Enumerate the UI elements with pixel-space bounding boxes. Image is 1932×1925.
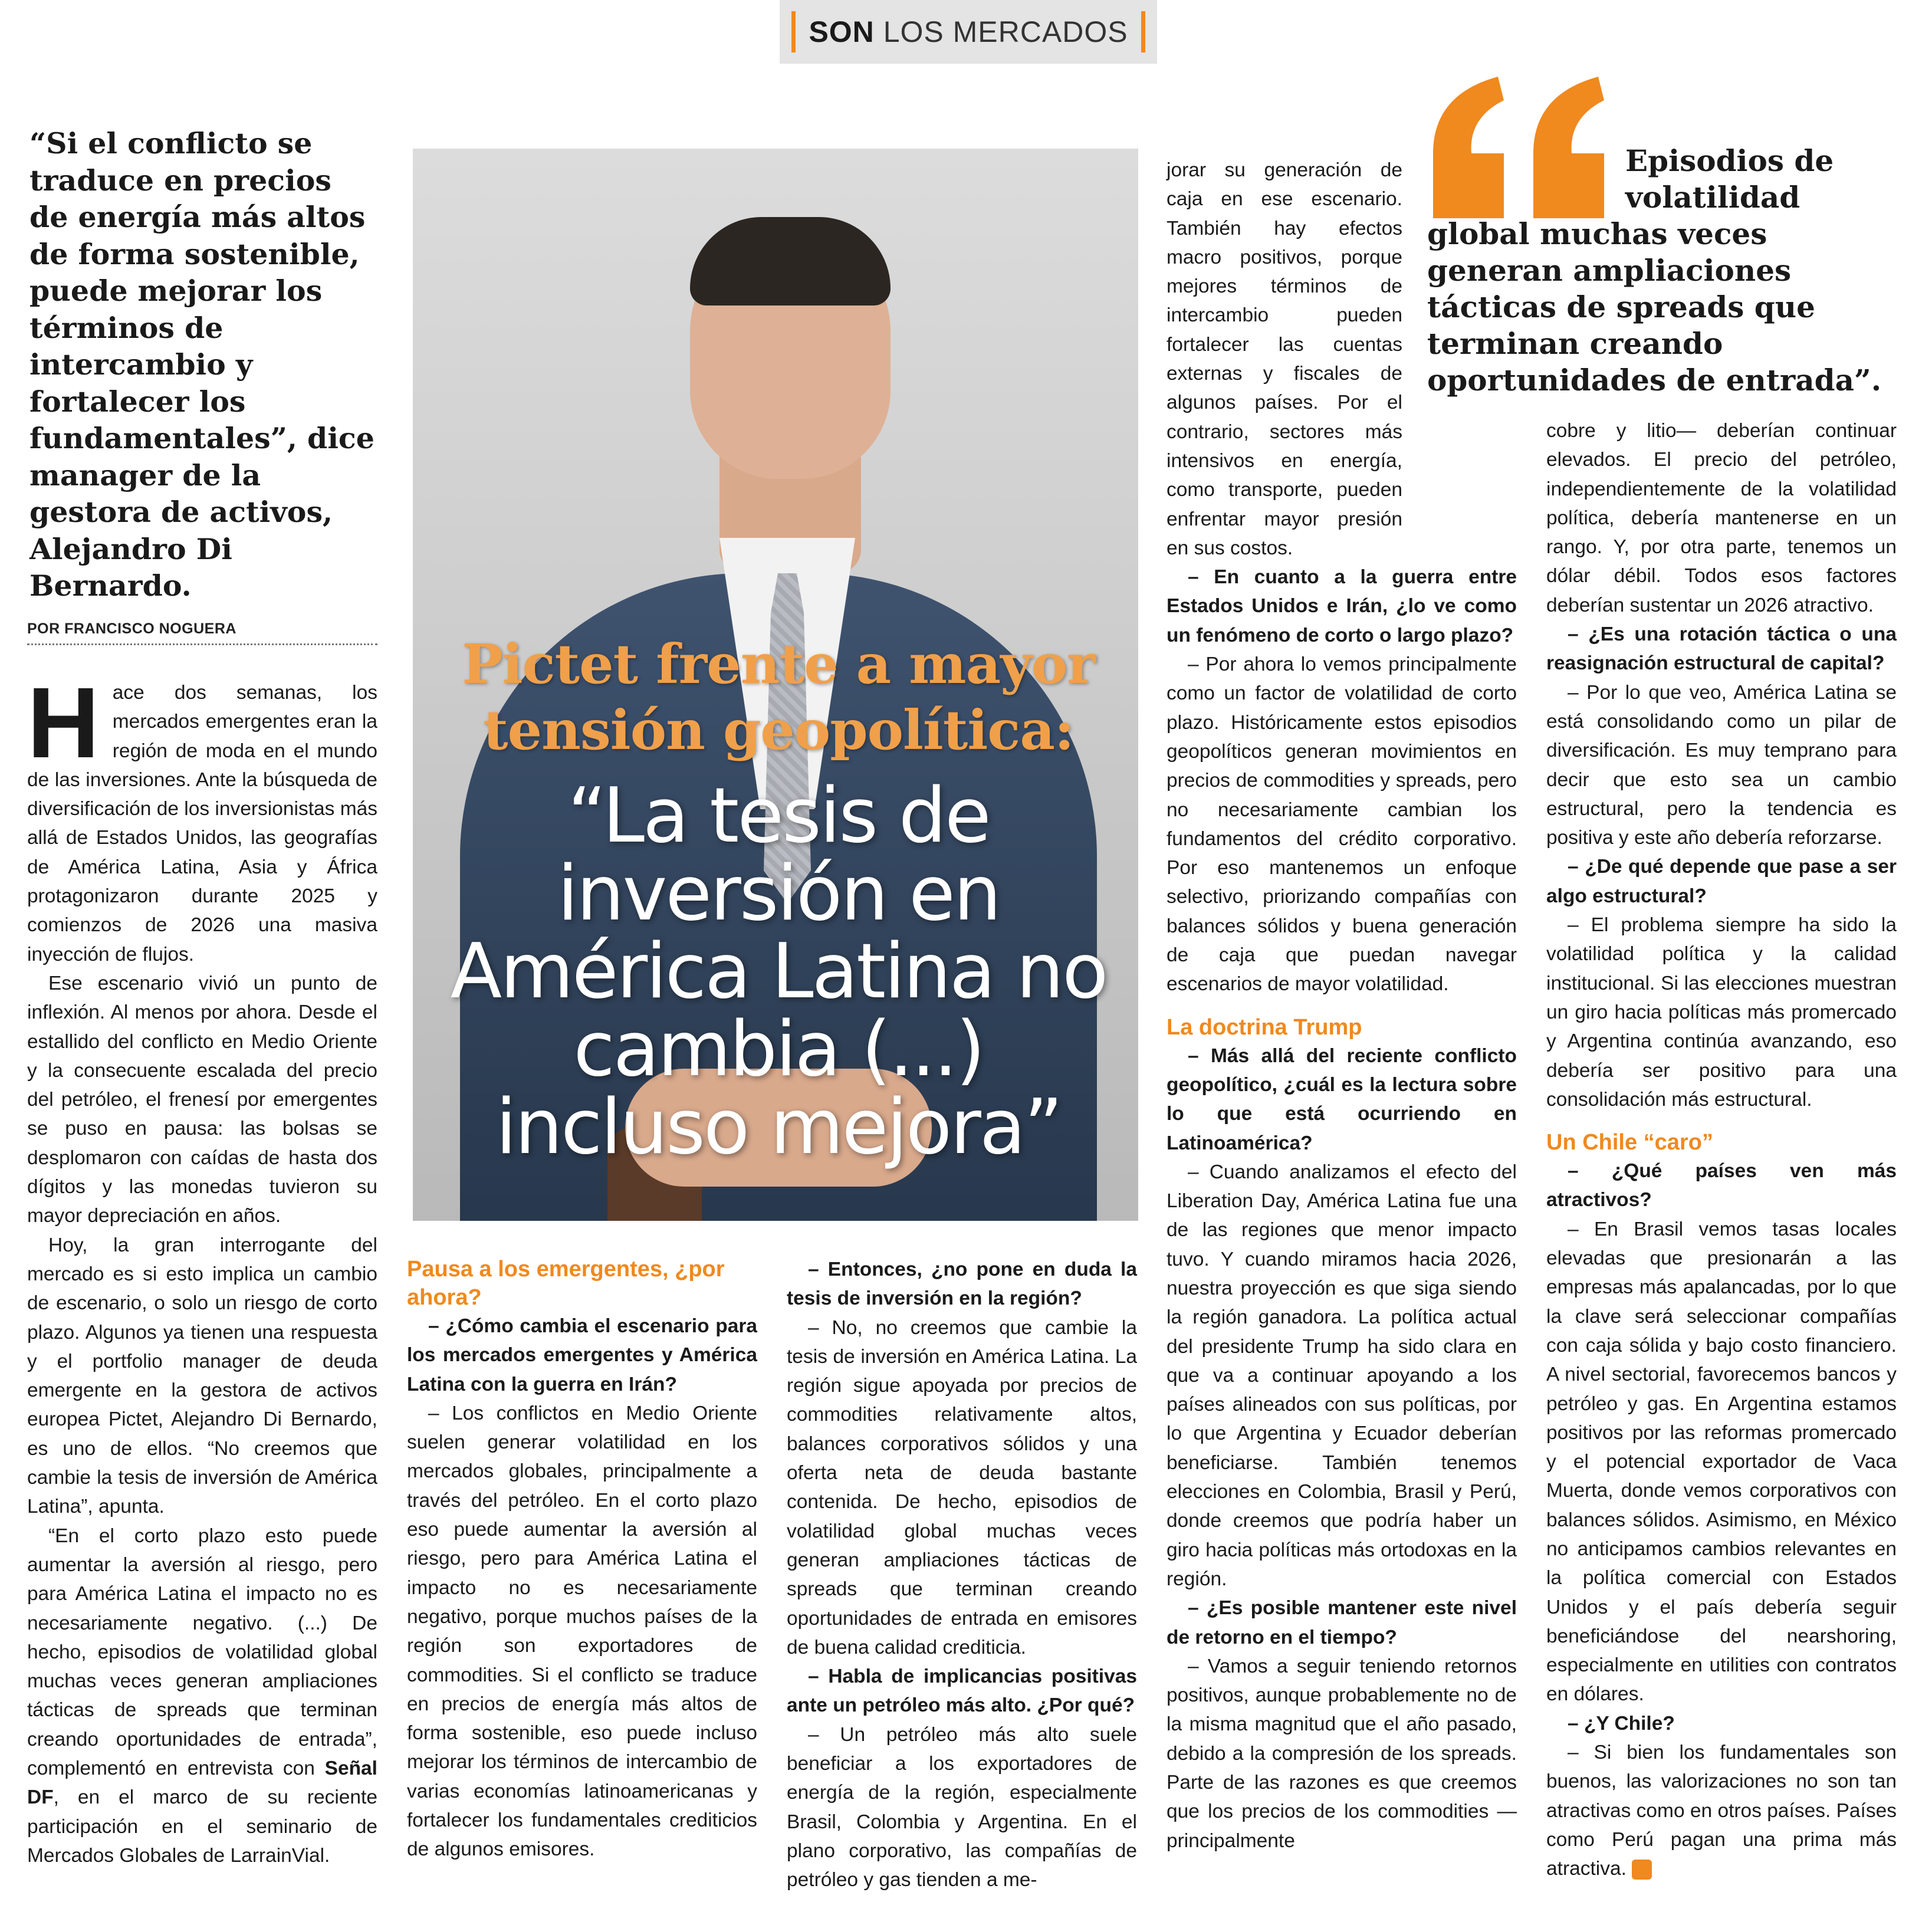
body-paragraph: ace dos semanas, los mercados emergentes eran la región de moda en el mundo de las inversiones. Ante la búsqueda de diversificación de los inversionistas más allá de Estados Unidos, las geografías de América Latina, Asia y África protagonizaron durante 2025 y comienzos de 2026 una masiva inyección de flujos. (27, 682, 377, 965)
section-name-light: LOS MERCADOS (883, 15, 1128, 48)
section-header-right-bar (1141, 11, 1145, 52)
interview-question: – Más allá del reciente conflicto geopolítico, ¿cuál es la lectura sobre lo que está ocurriendo en Latinoamérica? (1167, 1044, 1517, 1154)
interview-question: – Entonces, ¿no pone en duda la tesis de inversión en la región? (787, 1259, 1137, 1310)
interview-question: – ¿De qué depende que pase a ser algo estructural? (1546, 856, 1897, 907)
interview-answer: – Cuando analizamos el efecto del Liberation Day, América Latina fue una de las regiones que menor impacto tuvo. Y cuando miramos hacia 2026, nuestra proyección es que siga siendo la región ganadora. La política actual del presidente Trump ha sido clara en que va a continuar apoyando a los países alineados con sus políticas, por lo que Argentina y Ecuador deberían beneficiarse. También tenemos elecciones en Colombia, Brasil y Perú, donde creemos que podría haber un giro hacia políticas más ortodoxas en la región. (1167, 1161, 1517, 1590)
pull-quote: “Si el conflicto se traduce en precios de energía más altos de forma sostenible, puede mejorar los términos de intercambio y fortalecer los fundamentales”, dice manager de la gestora de activos, Alejandro Di Bernardo. (29, 126, 374, 603)
interview-answer: – Por ahora lo vemos principalmente como un factor de volatilidad de corto plazo. Históricamente estos episodios geopolíticos generan movimientos en precios de commodities y spreads, pero no necesariamente cambian los fundamentos del crédito corporativo. Por eso mantenemos un enfoque selectivo, priorizando compañías con balances sólidos y buena generación de caja que puedan navegar escenarios de mayor volatilidad. (1167, 653, 1517, 996)
interview-question: – Habla de implicancias positivas ante un petróleo más alto. ¿Por qué? (787, 1666, 1137, 1717)
interview-answer: cobre y litio— deberían continuar elevados. El precio del petróleo, independientemente de la volatilidad política, debería mantenerse en un rango. Y, por otra parte, tenemos un dólar débil. Todos esos factores deberían sustentar un 2026 atractivo. (1546, 420, 1897, 616)
article-column-1 (27, 667, 377, 1870)
highlight-quote-rest: global muchas veces generan ampliaciones tácticas de spreads que terminan creando oportunidades de entrada”. (1427, 216, 1882, 398)
interview-answer: – No, no creemos que cambie la tesis de inversión en América Latina. La región sigue apoyada por precios de commodities relativamente altos, balances corporativos sólidos y una oferta neta de deuda bastante contenida. De hecho, episodios de volatilidad global muchas veces generan ampliaciones tácticas de spreads que terminan creando oportunidades de entrada en emisores de buena calidad crediticia. (787, 1316, 1137, 1658)
highlight-quote-lead: Episodios de volatilidad (1625, 143, 1834, 215)
headline-main: “La tesis de inversión en América Latina no cambia (...) incluso mejora” (450, 772, 1107, 1171)
interview-question: – ¿Es una rotación táctica o una reasignación estructural de capital? (1546, 623, 1897, 675)
article-column-4 (1167, 156, 1517, 1855)
headline (448, 631, 1109, 1171)
interview-question: – ¿Cómo cambia el escenario para los mercados emergentes y América Latina con la guerra en Irán? (407, 1315, 757, 1395)
interview-answer: – Por lo que veo, América Latina se está consolidando como un pilar de diversificación. Es muy temprano para decir que esto sea un cambio estructural, pero la tendencia es positiva y este año debería reforzarse. (1546, 681, 1897, 849)
section-header-left-bar (791, 11, 796, 52)
subheading: Un Chile “caro” (1546, 1130, 1713, 1155)
interview-answer: – El problema siempre ha sido la volatilidad política y la calidad institucional. Si las elecciones muestran un giro hacia políticas más promercado y Argentina continúa avanzando, eso debería ser positivo para una consolidación más estructural. (1546, 914, 1897, 1111)
interview-question: – ¿Es posible mantener este nivel de retorno en el tiempo? (1167, 1597, 1517, 1648)
article-column-2 (407, 1255, 757, 1864)
interview-question: – ¿Y Chile? (1568, 1712, 1675, 1735)
section-header (780, 0, 1157, 64)
interview-answer: – Vamos a seguir teniendo retornos positivos, aunque probablemente no de la misma magnitud que el año pasado, debido a la compresión de los spreads. Parte de las razones es que creemos que los precios de los commodities —principalmente (1167, 1655, 1517, 1852)
interview-answer: jorar su generación de caja en ese escenario. También hay efectos macro positivos, porque mejores términos de intercambio pueden fortalecer las cuentas externas y fiscales de algunos países. Por el contrario, sectores más intensivos en energía, como transporte, pueden enfrentar mayor presión en sus costos. (1167, 159, 1402, 559)
interview-answer: – Si bien los fundamentales son buenos, las valorizaciones no son tan atractivas como en otros países. Países como Perú pagan una prima más atractiva. S (1546, 1742, 1897, 1880)
article-column-3 (787, 1255, 1137, 1895)
subheading: Pausa a los emergentes, ¿por ahora? (407, 1257, 725, 1310)
interview-answer: – Los conflictos en Medio Oriente suelen generar volatilidad en los mercados globales, principalmente a través del petróleo. En el corto plazo eso puede aumentar la aversión al riesgo, pero para América Latina el impacto no es necesariamente negativo, porque muchos países de la región son exportadores de commodities. Si el conflicto se traduce en precios de energía más altos de forma sostenible, eso puede incluso mejorar los términos de intercambio de varias economías latinoamericanas y fortalecer los fundamentales crediticios de algunos emisores. (407, 1402, 757, 1861)
headline-kicker: Pictet frente a mayor tensión geopolítica: (462, 632, 1095, 762)
section-name-bold: SON (809, 15, 875, 48)
body-paragraph: Hoy, la gran interrogante del mercado es si esto implica un cambio de escenario, o solo un riesgo de corto plazo. Algunos ya tienen una respuesta y el portfolio manager de deuda emergente en la gestora de activos europea Pictet, Alejandro Di Bernardo, es uno de ellos. “No creemos que cambie la tesis de inversión de América Latina”, apunta. (27, 1234, 377, 1518)
publication-name: Señal DF (27, 1757, 377, 1809)
subheading: La doctrina Trump (1167, 1014, 1362, 1040)
end-mark-icon: S (1632, 1860, 1652, 1880)
drop-cap: H (27, 667, 100, 779)
body-paragraph: “En el corto plazo esto puede aumentar la aversión al riesgo, pero para América Latina el impacto no es necesariamente negativo. (...) De hecho, episodios de volatilidad global muchas veces generan ampliaciones tácticas de spreads que terminan creando oportunidades de entrada”, complementó en entrevista con Señal DF, en el marco de su reciente participación en el seminario de Mercados Globales de LarrainVial. (27, 1525, 377, 1867)
byline: POR FRANCISCO NOGUERA (27, 620, 377, 645)
interview-question: – ¿Qué países ven más atractivos? (1546, 1160, 1897, 1211)
interview-answer: – Un petróleo más alto suele beneficiar a los exportadores de energía de la región, especialmente Brasil, Colombia y Argentina. En el plano corporativo, las compañías de petróleo y gas tienden a me- (787, 1723, 1137, 1891)
interview-answer: – En Brasil vemos tasas locales elevadas que presionarán a las empresas más apalancadas, por lo que la clave será seleccionar compañías con caja sólida y bajo costo financiero. A nivel sectorial, favorecemos bancos y petróleo y gas. En Argentina estamos positivos por las reformas promercado y el potencial exportador de Vaca Muerta, donde vemos corporativos con balances sólidos. Asimismo, en México no anticipamos cambios relevantes en la política comercial con Estados Unidos y el país debería seguir beneficiándose del nearshoring, especialmente en utilities con contratos en dólares. (1546, 1218, 1897, 1706)
interview-question: – En cuanto a la guerra entre Estados Unidos e Irán, ¿lo ve como un fenómeno de corto o largo plazo? (1167, 566, 1517, 646)
article-column-5 (1546, 416, 1897, 1884)
body-paragraph: Ese escenario vivió un punto de inflexión. Al menos por ahora. Desde el estallido del conflicto en Medio Oriente y la consecuente escalada del precio del petróleo, el frenesí por emergentes se puso en pausa: las bolsas se desplomaron con caídas de hasta dos dígitos y las monedas tuvieron su mayor depreciación en años. (27, 972, 377, 1227)
